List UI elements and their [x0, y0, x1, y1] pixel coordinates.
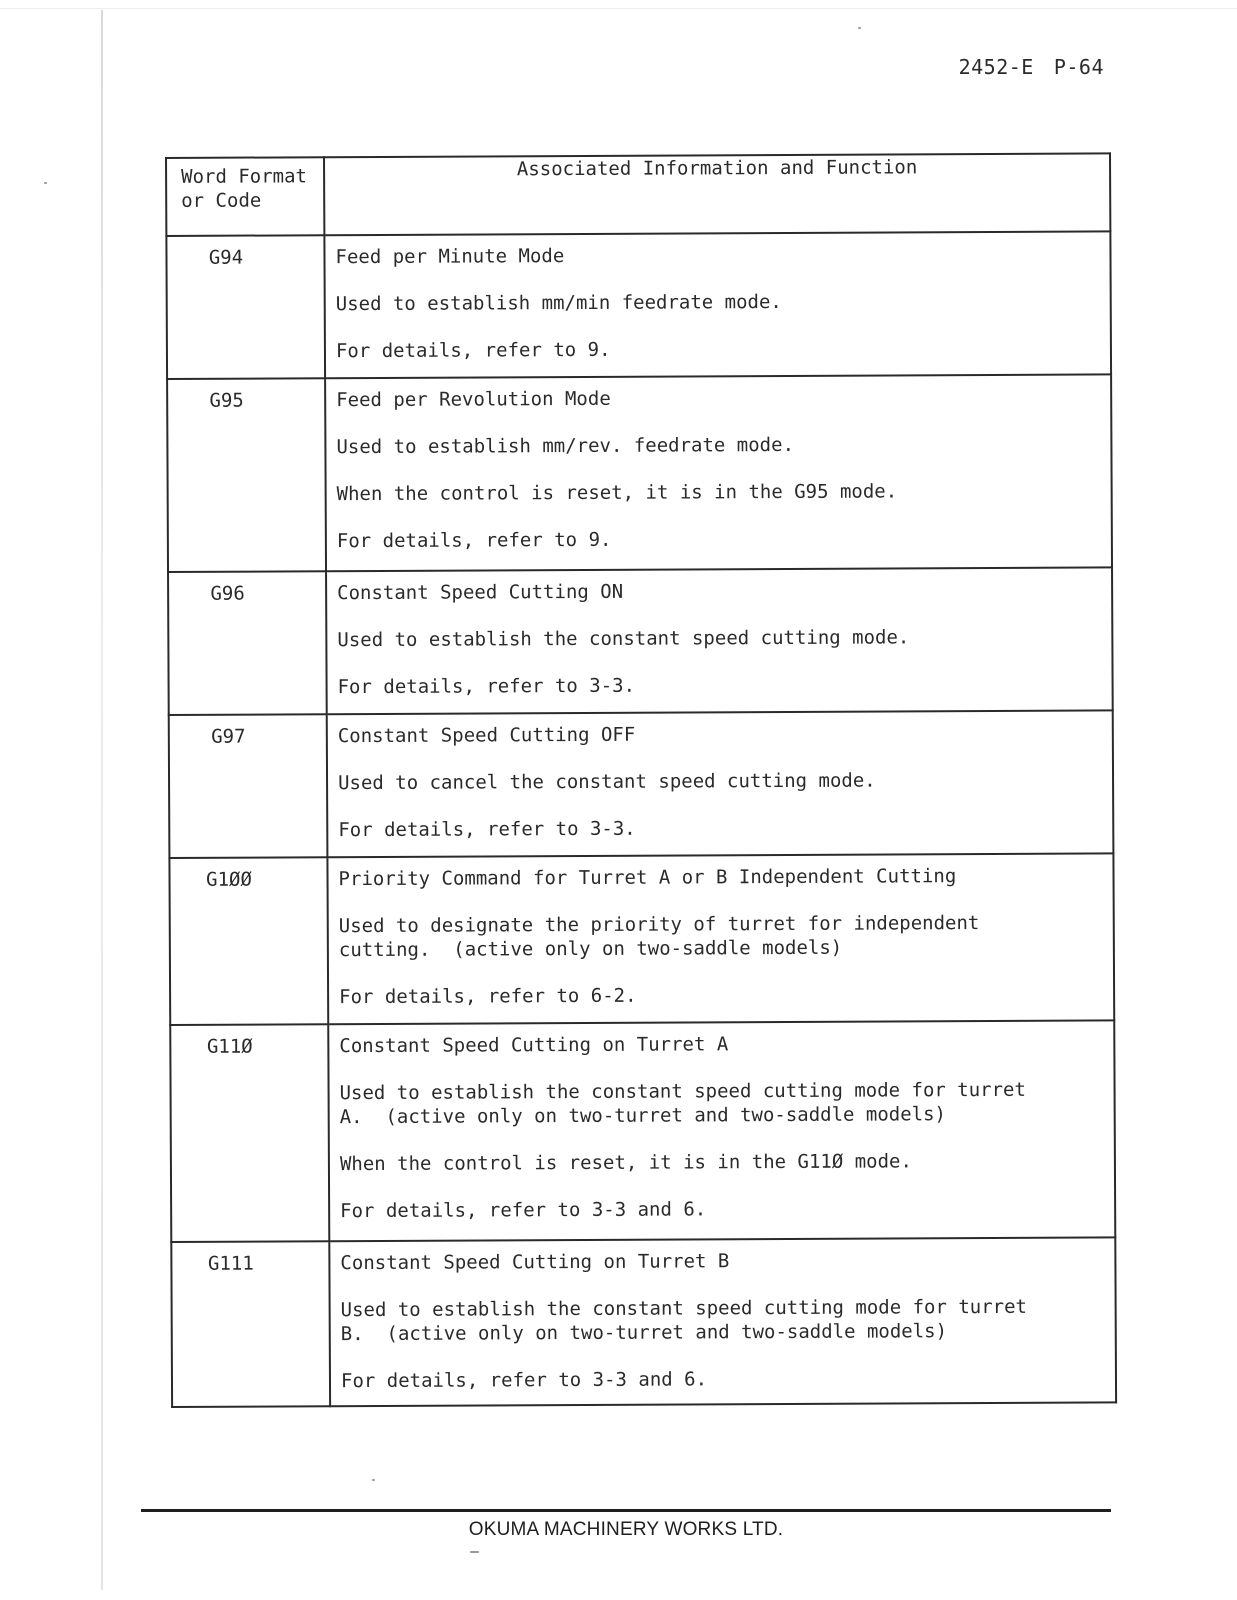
- info-line: For details, refer to 3-3.: [337, 674, 636, 699]
- info-cell: [327, 853, 1114, 1024]
- table-row: [171, 1237, 1116, 1407]
- code-cell: G111: [171, 1241, 330, 1407]
- document-number: 2452-E: [958, 55, 1034, 79]
- info-title: Constant Speed Cutting on Turret A: [339, 1033, 729, 1058]
- info-line: When the control is reset, it is in the G11Ø mode.: [339, 1150, 912, 1176]
- scan-speck: [372, 1479, 375, 1481]
- info-title: Priority Command for Turret A or B Independent Cutting: [338, 865, 957, 891]
- info-title: Constant Speed Cutting ON: [337, 580, 624, 605]
- info-cell: [327, 710, 1114, 857]
- info-cell: [325, 374, 1112, 571]
- code-cell: G1ØØ: [169, 857, 328, 1025]
- info-line: Used to cancel the constant speed cutting mode.: [338, 769, 876, 795]
- table-row: [169, 853, 1114, 1025]
- info-line: When the control is reset, it is in the G95 mode.: [336, 480, 898, 506]
- footer-company-name: OKUMA MACHINERY WORKS LTD.: [468, 1519, 784, 1540]
- info-line: For details, refer to 3-3 and 6.: [340, 1198, 707, 1223]
- table-row: [170, 1020, 1115, 1242]
- scan-speck: [470, 1551, 479, 1553]
- table-row: [166, 231, 1111, 379]
- page-reference: [959, 55, 1104, 79]
- info-title: Constant Speed Cutting on Turret B: [340, 1250, 730, 1275]
- code-cell: G95: [167, 378, 326, 572]
- footer-rule: [141, 1509, 1111, 1512]
- info-line: Used to establish the constant speed cutting mode.: [337, 626, 910, 652]
- code-cell: G94: [166, 235, 325, 379]
- header-word-format: Word Format or Code: [166, 157, 324, 236]
- info-line: Used to designate the priority of turret for independent cutting. (active only on two-saddle models): [338, 912, 980, 962]
- info-cell: [328, 1020, 1115, 1241]
- info-cell: [326, 567, 1113, 714]
- info-line: For details, refer to 3-3 and 6.: [340, 1368, 708, 1393]
- info-line: For details, refer to 9.: [336, 528, 612, 553]
- info-title: Feed per Revolution Mode: [336, 387, 611, 412]
- table-row: [168, 567, 1113, 715]
- scan-speck: [44, 182, 47, 184]
- code-cell: G11Ø: [170, 1024, 329, 1242]
- info-line: Used to establish mm/min feedrate mode.: [335, 290, 782, 316]
- header-associated-info: Associated Information and Function: [324, 153, 1110, 235]
- info-title: Constant Speed Cutting OFF: [337, 723, 636, 748]
- table-body: [166, 231, 1116, 1407]
- info-line: For details, refer to 6-2.: [339, 984, 637, 1009]
- info-line: Used to establish the constant speed cutting mode for turret B. (active only on two-turret and two-saddle models): [340, 1295, 1028, 1346]
- info-line: Used to establish mm/rev. feedrate mode.: [336, 433, 795, 459]
- scan-binding-edge: [101, 10, 103, 1590]
- info-line: For details, refer to 3-3.: [338, 817, 636, 842]
- info-title: Feed per Minute Mode: [335, 245, 565, 269]
- scan-speck: [858, 27, 861, 29]
- table-row: [169, 710, 1114, 858]
- g-code-table: [165, 152, 1117, 1408]
- info-cell: [324, 231, 1111, 378]
- table-header-row: [166, 153, 1110, 236]
- scan-top-edge: [0, 8, 1237, 9]
- table-row: [167, 374, 1112, 572]
- info-cell: [329, 1237, 1116, 1406]
- code-cell: G97: [169, 714, 328, 858]
- info-line: Used to establish the constant speed cutting mode for turret A. (active only on two-turret and two-saddle models): [339, 1078, 1026, 1129]
- page-number: P-64: [1053, 55, 1104, 79]
- code-cell: G96: [168, 571, 327, 715]
- info-line: For details, refer to 9.: [335, 338, 611, 363]
